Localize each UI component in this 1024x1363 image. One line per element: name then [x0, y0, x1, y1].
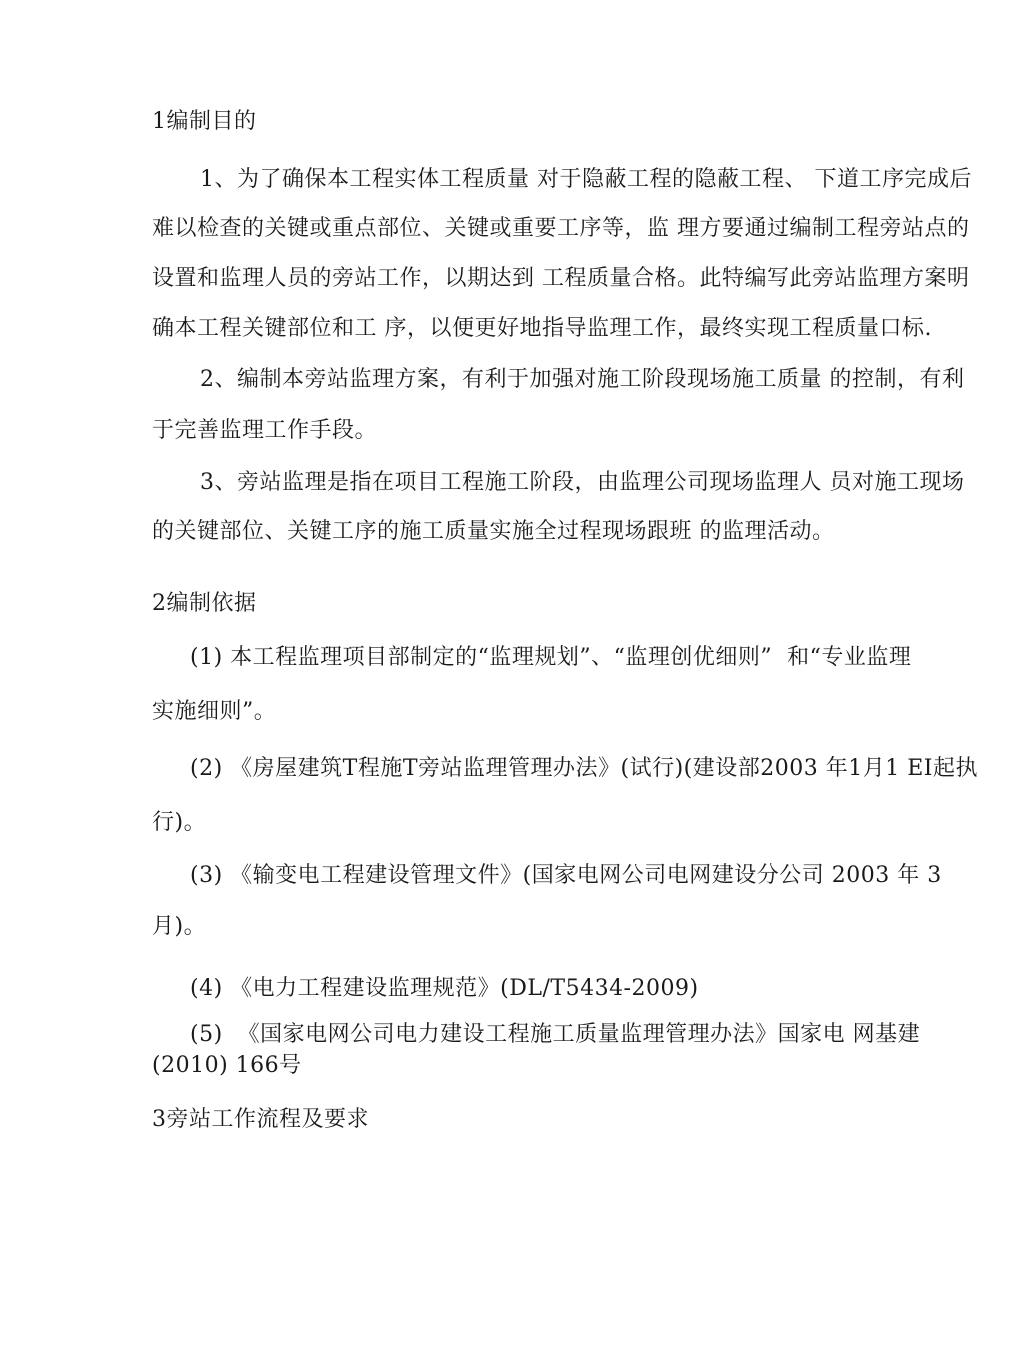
section-3-heading: 3旁站工作流程及要求: [152, 1107, 369, 1132]
section-1-para-2-line-1: 2、编制本旁站监理方案，有利于加强对施工阶段现场施工质量 的控制，有利: [200, 367, 965, 392]
section-2-heading: 2编制依据: [152, 591, 257, 616]
section-2-item-5-line-1: (5) 《国家电网公司电力建设工程施工质量监理管理办法》国家电 网基建: [190, 1022, 921, 1047]
section-2-item-4-line-1: (4) 《电力工程建设监理规范》(DL/T5434-2009): [190, 976, 699, 1001]
section-1-para-1-line-1: 1、为了确保本工程实体工程质量 对于隐蔽工程的隐蔽工程、 下道工序完成后: [200, 167, 972, 192]
section-1-heading: 1编制目的: [152, 109, 257, 134]
section-2-item-2-line-1: (2) 《房屋建筑T程施T旁站监理管理办法》(试行)(建设部2003 年1月1 EI起执: [190, 756, 978, 781]
section-2-item-2-line-2: 行)。: [152, 810, 207, 835]
section-2-item-3-line-1: (3) 《输变电工程建设管理文件》(国家电网公司电网建设分公司 2003 年 3: [190, 863, 942, 888]
section-1-para-2-line-2: 于完善监理工作手段。: [152, 418, 378, 443]
section-2-item-1-line-2: 实施细则”。: [152, 699, 277, 724]
section-2-item-1-line-1: (1) 本工程监理项目部制定的“监理规划”、“监理创优细则” 和“专业监理: [190, 645, 912, 670]
section-1-para-1-line-3: 设置和监理人员的旁站工作，以期达到 工程质量合格。此特编写此旁站监理方案明: [152, 266, 970, 291]
section-1-para-1-line-4: 确本工程关键部位和工 序，以便更好地指导监理工作，最终实现工程质量口标.: [152, 316, 932, 341]
section-1-para-1-line-2: 难以检查的关键或重点部位、关键或重要工序等，监 理方要通过编制工程旁站点的: [152, 216, 970, 241]
section-2-item-5-line-2: (2010) 166号: [152, 1053, 302, 1078]
section-2-item-3-line-2: 月)。: [152, 914, 207, 939]
section-1-para-3-line-1: 3、旁站监理是指在项目工程施工阶段，由监理公司现场监理人 员对施工现场: [200, 470, 965, 495]
section-1-para-3-line-2: 的关键部位、关键工序的施工质量实施全过程现场跟班 的监理活动。: [152, 519, 835, 544]
